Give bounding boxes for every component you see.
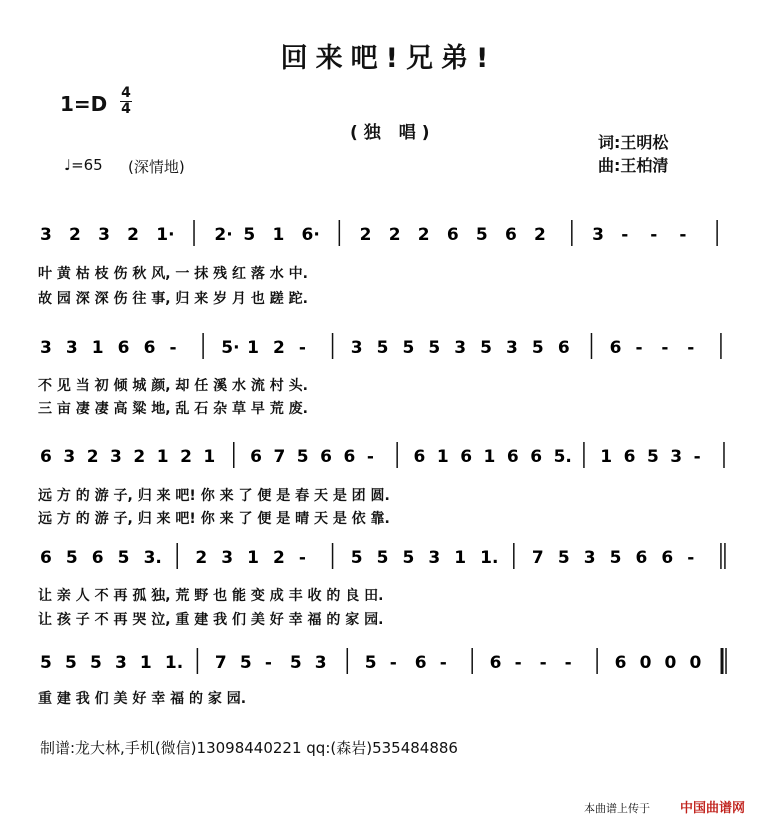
note: 3 xyxy=(670,447,683,467)
tempo-marking: ♩=65 xyxy=(64,156,103,174)
note: 6 xyxy=(250,447,262,467)
note: 1 xyxy=(436,447,449,467)
note: - xyxy=(661,338,669,358)
note: 6 xyxy=(530,447,543,467)
note: 5. xyxy=(553,447,572,467)
note: 3 xyxy=(40,338,52,358)
note: 5 xyxy=(64,653,77,673)
lyric-row5: 重 建 我 们 美 好 幸 福 的 家 园. xyxy=(38,691,247,707)
note: - xyxy=(298,548,306,568)
note: 3 xyxy=(454,338,467,358)
note: 2 xyxy=(86,447,99,467)
note: 3 xyxy=(350,338,363,358)
note: 5 xyxy=(609,548,622,568)
note: 5 xyxy=(296,447,309,467)
note: 5 xyxy=(480,338,492,358)
note: 3 xyxy=(314,653,327,673)
note: 6 xyxy=(489,653,502,673)
note: 2 xyxy=(195,548,208,568)
note: 2 xyxy=(359,225,372,245)
note: 2 xyxy=(273,338,285,358)
note: 1 xyxy=(91,338,104,358)
upload-note: 本曲谱上传于 xyxy=(584,802,650,815)
note: 3 xyxy=(506,338,518,358)
note: 2 xyxy=(534,225,546,245)
note: 7 xyxy=(273,447,286,467)
note: 7 xyxy=(214,653,227,673)
note: - xyxy=(169,338,177,358)
note: 6 xyxy=(506,447,519,467)
note: - xyxy=(635,338,643,358)
note: 1· xyxy=(156,225,175,245)
lyric-row3-verse2: 远 方 的 游 子, 归 来 吧! 你 来 了 便 是 晴 天 是 依 靠. xyxy=(38,511,390,527)
note: 1. xyxy=(480,548,499,568)
note: 5· xyxy=(221,338,240,358)
note: - xyxy=(687,338,695,358)
note: 6 xyxy=(609,338,622,358)
note: 3 xyxy=(40,225,52,245)
note: 6 xyxy=(414,653,427,673)
note: 1 xyxy=(156,447,169,467)
note: 3 xyxy=(98,225,110,245)
note: 5 xyxy=(402,338,415,358)
note: 5 xyxy=(531,338,544,358)
note: 1 xyxy=(483,447,496,467)
lyric-row4-verse2: 让 孩 子 不 再 哭 泣, 重 建 我 们 美 好 幸 福 的 家 园. xyxy=(38,612,384,628)
lyric-row2-verse1: 不 见 当 初 倾 城 颜, 却 任 溪 水 流 村 头. xyxy=(38,378,308,394)
note: 2 xyxy=(133,447,146,467)
note: 6 xyxy=(91,548,104,568)
note: - xyxy=(514,653,522,673)
note: 1 xyxy=(203,447,216,467)
note: - xyxy=(539,653,547,673)
note: 5 xyxy=(364,653,377,673)
note: 5 xyxy=(239,653,252,673)
note: 0 xyxy=(639,653,652,673)
site-logo: 中国曲谱网 xyxy=(680,801,746,816)
note: 5 xyxy=(65,548,78,568)
note: - xyxy=(679,225,687,245)
arranger-credit: 制谱:龙大林,手机(微信)13098440221 qq:(森岩)535484886 xyxy=(40,739,458,757)
note: 6 xyxy=(557,338,570,358)
note: - xyxy=(298,338,306,358)
note: 5 xyxy=(402,548,415,568)
lyric-row4-verse1: 让 亲 人 不 再 孤 独, 荒 野 也 能 变 成 丰 收 的 良 田. xyxy=(38,588,384,604)
note: 2· xyxy=(214,225,233,245)
note: - xyxy=(693,447,701,467)
note: 1 xyxy=(139,653,152,673)
note: 1 xyxy=(247,338,259,358)
note: 1. xyxy=(164,653,184,673)
expression-marking: (深情地) xyxy=(128,158,185,176)
note: 1 xyxy=(247,548,259,568)
note: 6 xyxy=(117,338,130,358)
note: 6 xyxy=(460,447,473,467)
note: 5 xyxy=(40,653,52,673)
lyricist: 词:王明松 xyxy=(598,133,669,152)
note: 5 xyxy=(243,225,256,245)
note: - xyxy=(564,653,572,673)
note: 6 xyxy=(343,447,356,467)
key-signature: 1=D xyxy=(60,92,108,116)
note: 2 xyxy=(388,225,401,245)
note: 6 xyxy=(661,548,674,568)
note: 5 xyxy=(89,653,102,673)
note: 5 xyxy=(557,548,570,568)
note: 6 xyxy=(413,447,426,467)
note: 6 xyxy=(504,225,517,245)
note: 6 xyxy=(320,447,332,467)
note: - xyxy=(264,653,272,673)
note: 3 xyxy=(592,225,605,245)
note: 6 xyxy=(40,447,52,467)
note: 5 xyxy=(428,338,441,358)
lyric-row1-verse2: 故 园 深 深 伤 往 事, 归 来 岁 月 也 蹉 跎. xyxy=(38,291,308,307)
note: 2 xyxy=(127,225,140,245)
note: 2 xyxy=(180,447,192,467)
note: 3 xyxy=(428,548,441,568)
note: 6 xyxy=(40,548,52,568)
note: 2 xyxy=(417,225,430,245)
note: 1 xyxy=(272,225,285,245)
note: 3. xyxy=(143,548,162,568)
composer: 曲:王柏清 xyxy=(598,156,669,175)
note: 6 xyxy=(446,225,459,245)
note: 6 xyxy=(143,338,156,358)
note: 7 xyxy=(531,548,544,568)
note: 6 xyxy=(614,653,627,673)
note: 5 xyxy=(289,653,302,673)
note: 5 xyxy=(475,225,488,245)
note: - xyxy=(389,653,397,673)
note: 2 xyxy=(69,225,81,245)
note: 3 xyxy=(114,653,127,673)
note: - xyxy=(439,653,447,673)
note: - xyxy=(366,447,374,467)
note: 1 xyxy=(600,447,613,467)
note: 5 xyxy=(117,548,130,568)
note: 5 xyxy=(646,447,659,467)
note: 5 xyxy=(350,548,363,568)
note: 2 xyxy=(273,548,285,568)
note: - xyxy=(621,225,629,245)
note: 6 xyxy=(635,548,648,568)
note: 0 xyxy=(664,653,677,673)
note: - xyxy=(687,548,695,568)
note: 6· xyxy=(301,225,320,245)
note: 3 xyxy=(221,548,234,568)
note: 3 xyxy=(65,338,78,358)
lyric-row1-verse1: 叶 黄 枯 枝 伤 秋 风, 一 抹 残 红 落 水 中. xyxy=(38,266,308,282)
note: - xyxy=(650,225,658,245)
note: 5 xyxy=(376,548,389,568)
lyric-row3-verse1: 远 方 的 游 子, 归 来 吧! 你 来 了 便 是 春 天 是 团 圆. xyxy=(38,488,390,504)
note: 6 xyxy=(623,447,636,467)
performance-style: (独 唱) xyxy=(350,123,436,143)
lyric-row2-verse2: 三 亩 凄 凄 高 粱 地, 乱 石 杂 草 早 荒 废. xyxy=(38,401,308,417)
time-signature-top: 4 xyxy=(121,85,131,101)
time-signature-bottom: 4 xyxy=(121,101,131,117)
song-title: 回来吧!兄弟! xyxy=(280,43,497,74)
note: 0 xyxy=(689,653,702,673)
note: 5 xyxy=(376,338,389,358)
note: 3 xyxy=(583,548,596,568)
note: 3 xyxy=(63,447,76,467)
note: 1 xyxy=(454,548,467,568)
note: 3 xyxy=(110,447,122,467)
